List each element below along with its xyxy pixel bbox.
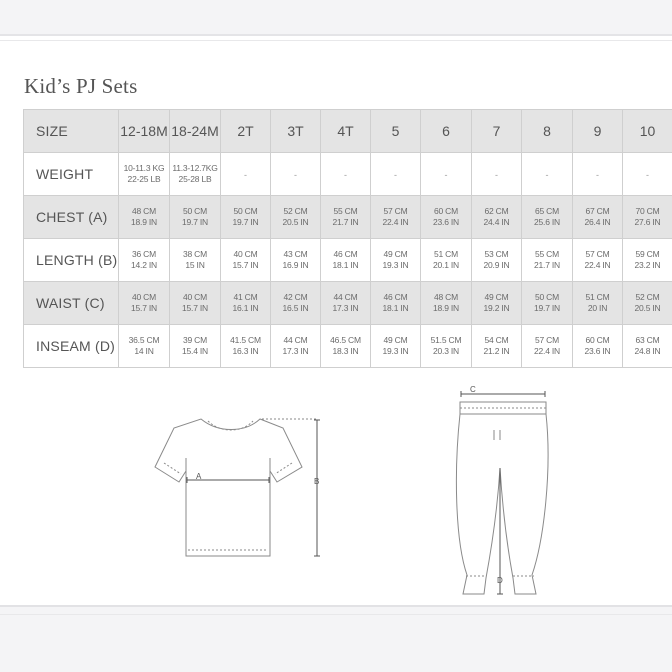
metric-value: 10-11.3 KG [123, 163, 165, 173]
imperial-value: 22-25 LB [127, 174, 161, 184]
metric-value: 55 CM [333, 206, 358, 216]
imperial-value: 20 IN [587, 303, 608, 313]
imperial-value: 15 IN [185, 260, 205, 270]
empty-value: - [444, 170, 448, 180]
pants-outline-icon [456, 391, 548, 594]
metric-value: 42 CM [283, 292, 308, 302]
imperial-value: 23.2 IN [634, 260, 661, 270]
size-header-cell: 5 [371, 110, 421, 153]
metric-value: 55 CM [534, 249, 560, 259]
metric-value: 41 CM [233, 292, 258, 302]
imperial-value: 17.3 IN [282, 346, 309, 356]
empty-value: - [596, 170, 599, 180]
metric-value: 49 CM [383, 249, 408, 259]
waist-measure-label: C [470, 385, 476, 394]
metric-value: 65 CM [534, 206, 560, 216]
metric-value: 51 CM [585, 292, 610, 302]
imperial-value: 20.3 IN [432, 346, 459, 356]
size-header-cell: 3T [271, 110, 321, 153]
metric-value: 52 CM [283, 206, 308, 216]
bottom-band [0, 607, 672, 672]
imperial-value: 15.4 IN [181, 346, 208, 356]
row-label: WEIGHT [24, 153, 119, 196]
metric-value: 44 CM [333, 292, 358, 302]
metric-value: 36.5 CM [128, 335, 160, 345]
metric-value: 46 CM [333, 249, 358, 259]
page-title: Kid’s PJ Sets [24, 74, 138, 98]
size-header-cell: 18-24M [170, 110, 221, 153]
imperial-value: 24.8 IN [634, 346, 661, 356]
metric-value: 50 CM [534, 292, 560, 302]
size-header-cell: 7 [472, 110, 522, 153]
size-header-cell: 10 [623, 110, 672, 153]
imperial-value: 18.9 IN [130, 217, 157, 227]
size-header-cell: 8 [522, 110, 573, 153]
row-label: CHEST (A) [24, 196, 119, 239]
empty-value: - [344, 170, 347, 180]
length-measure-label: B [314, 477, 320, 486]
metric-value: 48 CM [433, 292, 459, 302]
metric-value: 39 CM [182, 335, 208, 345]
imperial-value: 23.6 IN [584, 346, 611, 356]
metric-value: 54 CM [484, 335, 509, 345]
metric-value: 63 CM [635, 335, 660, 345]
size-header-cell: 2T [221, 110, 271, 153]
imperial-value: 27.6 IN [634, 217, 661, 227]
metric-value: 52 CM [635, 292, 660, 302]
imperial-value: 14 IN [134, 346, 154, 356]
imperial-value: 19.7 IN [533, 303, 560, 313]
imperial-value: 21.7 IN [332, 217, 359, 227]
empty-value: - [545, 170, 549, 180]
imperial-value: 18.1 IN [382, 303, 409, 313]
imperial-value: 18.9 IN [432, 303, 459, 313]
empty-value: - [244, 170, 247, 180]
metric-value: 49 CM [484, 292, 509, 302]
imperial-value: 15.7 IN [130, 303, 157, 313]
imperial-value: 23.6 IN [432, 217, 459, 227]
metric-value: 67 CM [585, 206, 610, 216]
empty-value: - [646, 170, 649, 180]
imperial-value: 22.4 IN [584, 260, 611, 270]
chest-measure-label: A [196, 472, 202, 481]
empty-value: - [294, 170, 297, 180]
imperial-value: 20.5 IN [634, 303, 661, 313]
metric-value: 50 CM [233, 206, 258, 216]
imperial-value: 20.5 IN [282, 217, 309, 227]
metric-value: 60 CM [433, 206, 459, 216]
imperial-value: 19.2 IN [483, 303, 510, 313]
metric-value: 36 CM [131, 249, 157, 259]
imperial-value: 16.9 IN [282, 260, 309, 270]
metric-value: 51.5 CM [430, 335, 462, 345]
metric-value: 40 CM [131, 292, 157, 302]
size-header-cell: 4T [321, 110, 371, 153]
metric-value: 43 CM [283, 249, 308, 259]
imperial-value: 16.3 IN [232, 346, 259, 356]
imperial-value: 20.1 IN [432, 260, 459, 270]
size-header-cell: 6 [421, 110, 472, 153]
metric-value: 60 CM [585, 335, 610, 345]
metric-value: 57 CM [585, 249, 610, 259]
imperial-value: 18.3 IN [332, 346, 359, 356]
imperial-value: 19.3 IN [382, 260, 409, 270]
metric-value: 70 CM [635, 206, 660, 216]
imperial-value: 19.3 IN [382, 346, 409, 356]
metric-value: 50 CM [182, 206, 208, 216]
imperial-value: 24.4 IN [483, 217, 510, 227]
imperial-value: 19.7 IN [181, 217, 208, 227]
imperial-value: 21.2 IN [483, 346, 510, 356]
imperial-value: 22.4 IN [382, 217, 409, 227]
imperial-value: 15.7 IN [181, 303, 208, 313]
imperial-value: 26.4 IN [584, 217, 611, 227]
row-label: WAIST (C) [24, 282, 119, 325]
metric-value: 46.5 CM [330, 335, 361, 345]
imperial-value: 14.2 IN [130, 260, 157, 270]
size-column-header: SIZE [24, 110, 119, 153]
imperial-value: 20.9 IN [483, 260, 510, 270]
size-header-cell: 12-18M [119, 110, 170, 153]
imperial-value: 15.7 IN [232, 260, 259, 270]
imperial-value: 19.7 IN [232, 217, 259, 227]
metric-value: 49 CM [383, 335, 408, 345]
metric-value: 48 CM [131, 206, 157, 216]
empty-value: - [495, 170, 498, 180]
imperial-value: 21.7 IN [533, 260, 560, 270]
metric-value: 41.5 CM [230, 335, 261, 345]
metric-value: 51 CM [433, 249, 459, 259]
metric-value: 53 CM [484, 249, 509, 259]
inseam-measure-label: D [497, 576, 503, 585]
row-label: LENGTH (B) [24, 239, 119, 282]
bottom-divider-thin [0, 614, 672, 615]
size-header-cell: 9 [573, 110, 623, 153]
imperial-value: 16.1 IN [232, 303, 259, 313]
imperial-value: 25-28 LB [178, 174, 212, 184]
imperial-value: 18.1 IN [332, 260, 359, 270]
metric-value: 57 CM [383, 206, 408, 216]
imperial-value: 16.5 IN [282, 303, 309, 313]
metric-value: 46 CM [383, 292, 408, 302]
tshirt-outline-icon [155, 419, 320, 556]
metric-value: 40 CM [182, 292, 208, 302]
metric-value: 57 CM [534, 335, 560, 345]
row-label: INSEAM (D) [24, 325, 119, 368]
metric-value: 62 CM [484, 206, 509, 216]
imperial-value: 17.3 IN [332, 303, 359, 313]
imperial-value: 22.4 IN [533, 346, 560, 356]
metric-value: 38 CM [182, 249, 208, 259]
imperial-value: 25.6 IN [533, 217, 560, 227]
metric-value: 59 CM [635, 249, 660, 259]
empty-value: - [394, 170, 397, 180]
metric-value: 40 CM [233, 249, 258, 259]
metric-value: 11.3-12.7KG [172, 163, 218, 173]
metric-value: 44 CM [283, 335, 308, 345]
